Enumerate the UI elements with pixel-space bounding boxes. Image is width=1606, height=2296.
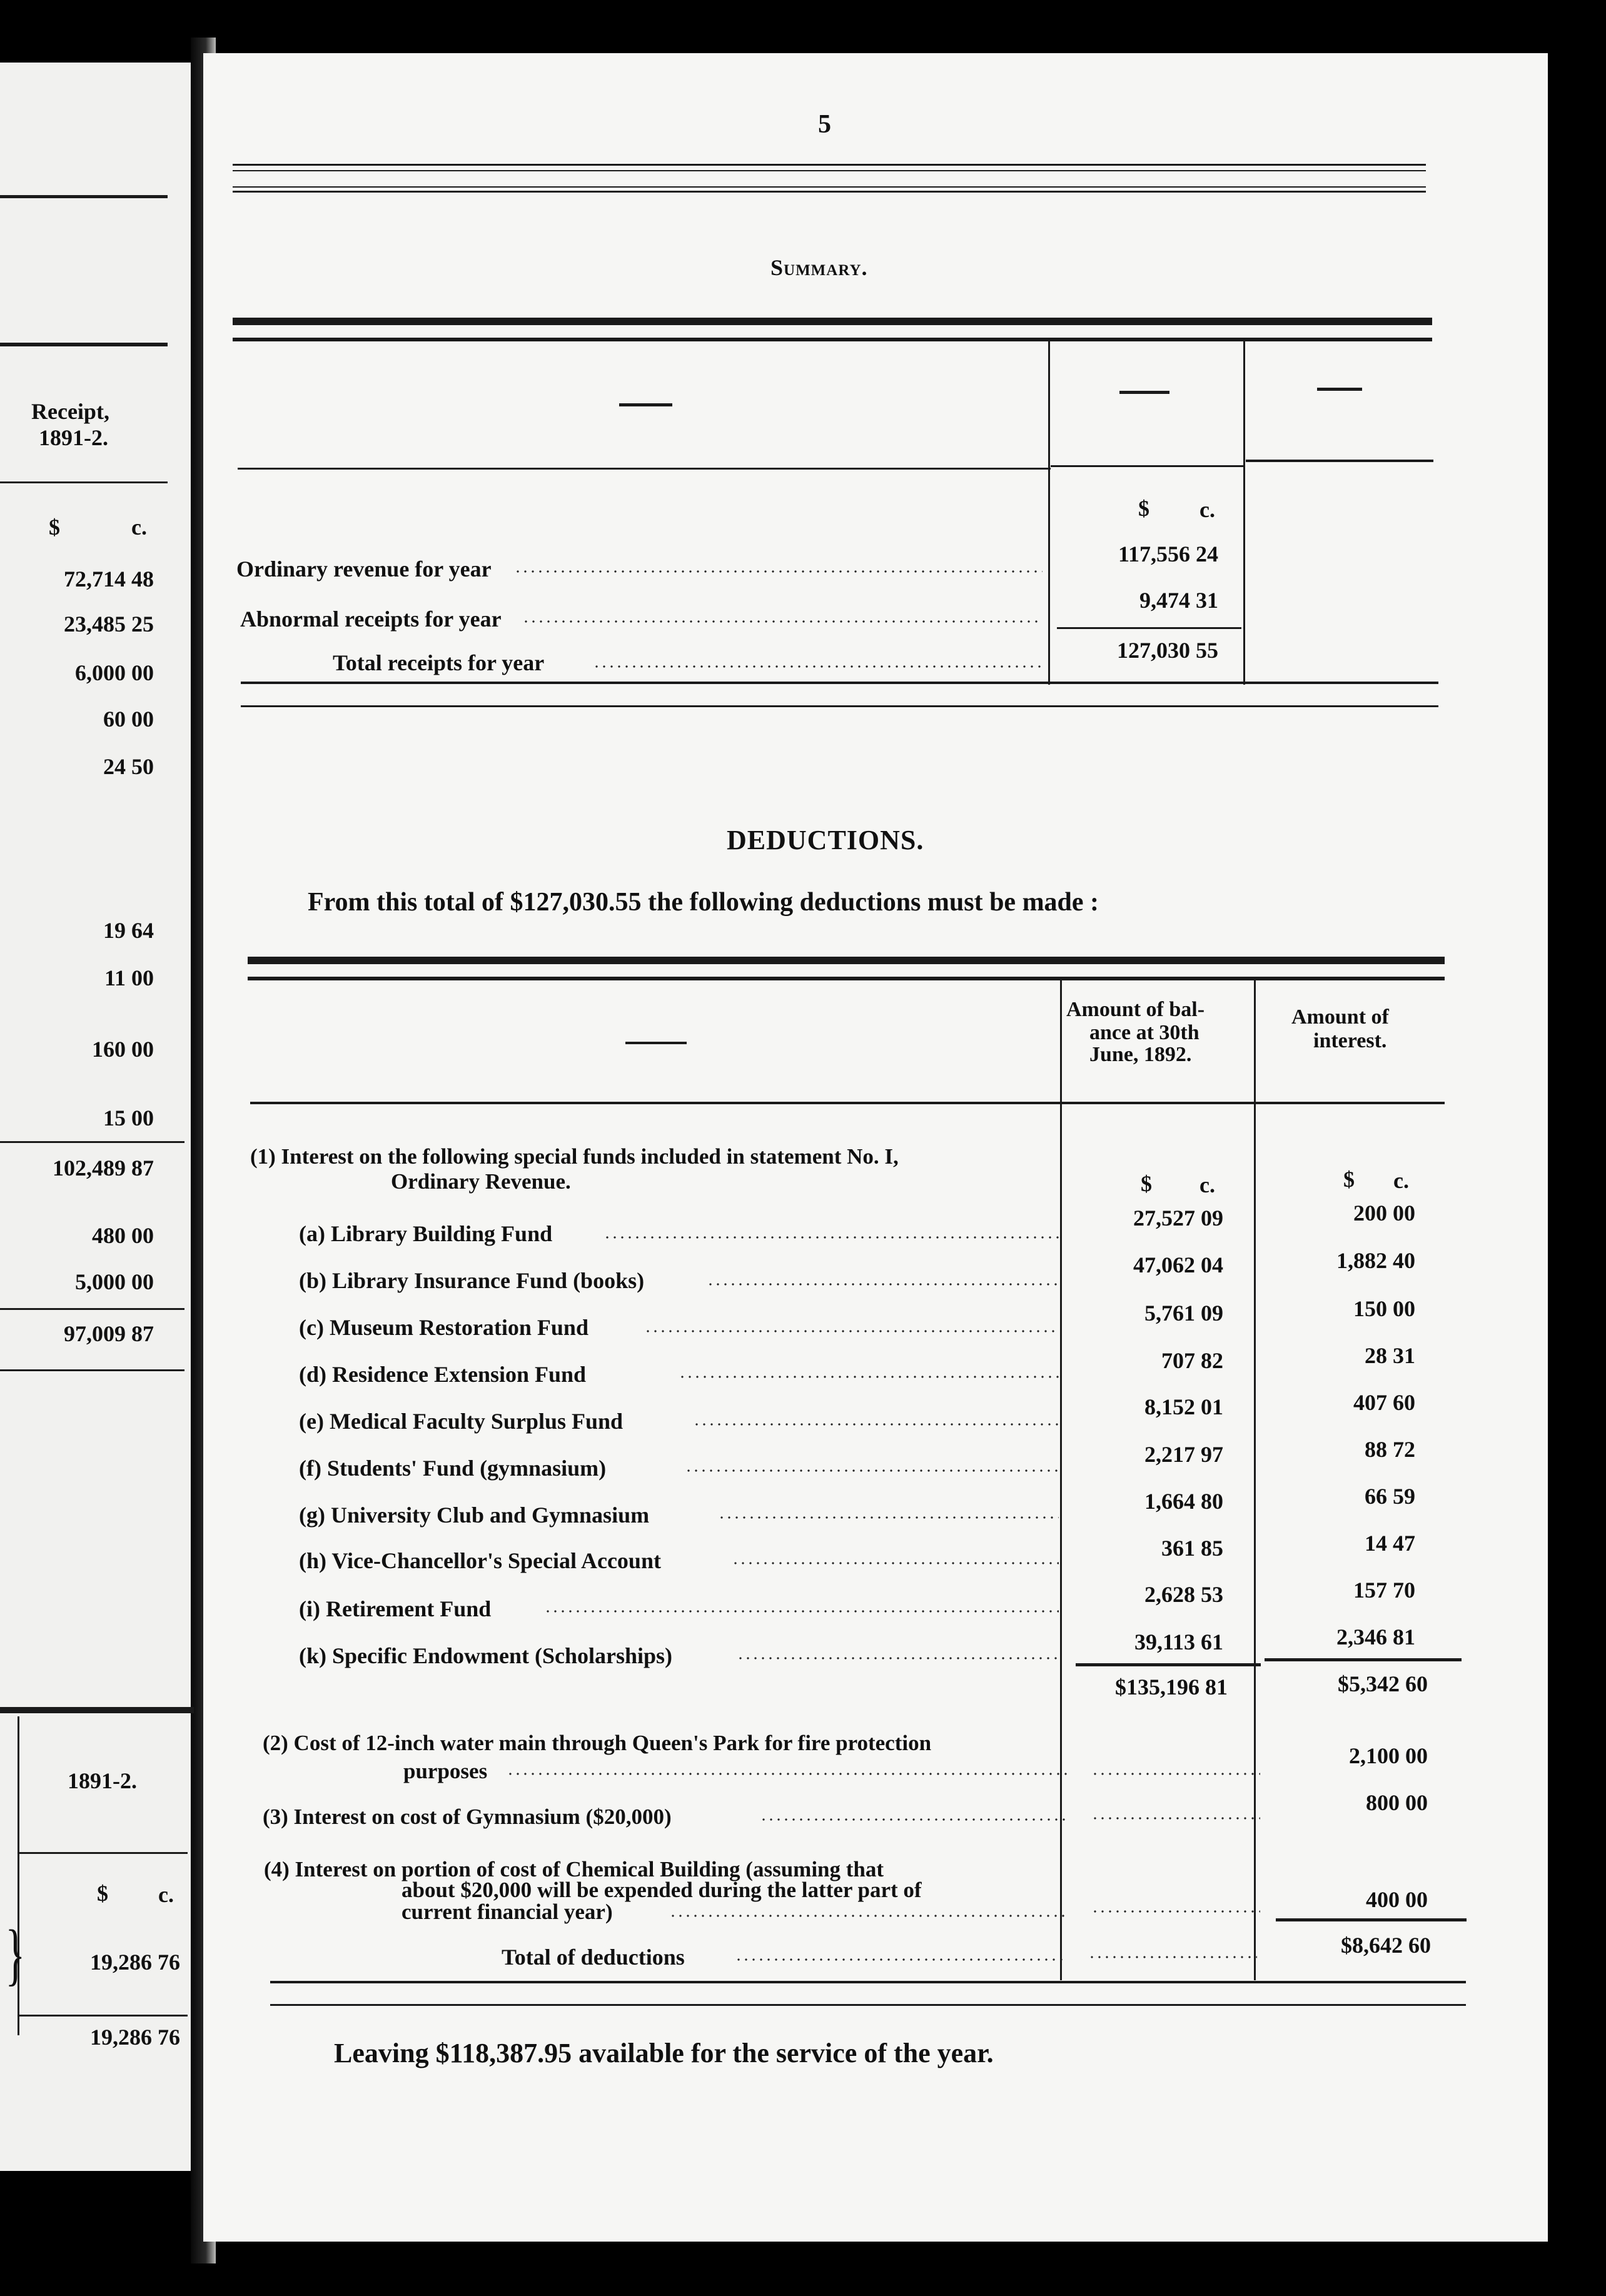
balance-cents: c. — [1199, 1172, 1215, 1197]
leader-dots — [707, 1283, 1059, 1286]
leader-dots — [593, 665, 1044, 668]
funds-total-balance: $135,196 81 — [1115, 1674, 1228, 1699]
left-dollar: $ — [49, 515, 60, 540]
fund-interest: 88 72 — [1365, 1437, 1415, 1462]
fund-label: (k) Specific Endowment (Scholarships) — [299, 1643, 673, 1668]
left-value: 19 64 — [103, 918, 154, 943]
fund-interest: 150 00 — [1353, 1296, 1415, 1321]
item4-line2: about $20,000 will be expended during the latter part of — [402, 1878, 922, 1902]
item4-line3: current financial year) — [402, 1900, 613, 1924]
fund-interest: 28 31 — [1365, 1343, 1415, 1368]
summary-col-dash — [1119, 391, 1169, 394]
col-header-balance-line: ance at 30th — [1089, 1021, 1199, 1044]
item4-line1: (4) Interest on portion of cost of Chemical Building (assuming that — [264, 1857, 884, 1881]
fund-label: (g) University Club and Gymnasium — [299, 1503, 650, 1528]
leader-dots — [522, 620, 1043, 623]
leaving-statement: Leaving $118,387.95 available for the service of the year. — [334, 2038, 994, 2068]
left-value: 480 00 — [92, 1223, 154, 1248]
left-value: 6,000 00 — [75, 660, 154, 685]
fund-balance: 39,113 61 — [1134, 1629, 1223, 1654]
fund-label: (f) Students' Fund (gymnasium) — [299, 1456, 607, 1481]
col-header-balance-line: Amount of bal- — [1066, 998, 1205, 1021]
left-value: 72,714 48 — [64, 566, 154, 592]
deductions-title: DEDUCTIONS. — [727, 825, 924, 855]
leader-dots — [544, 1610, 1059, 1613]
item3-label: (3) Interest on cost of Gymnasium ($20,000) — [263, 1805, 672, 1829]
leader-dots — [1091, 1910, 1260, 1913]
fund-balance: 47,062 04 — [1133, 1252, 1223, 1277]
left-value: 60 00 — [103, 707, 154, 732]
left-lower-value: 19,286 76 — [90, 2025, 180, 2050]
fund-label: (d) Residence Extension Fund — [299, 1362, 587, 1387]
left-value: 102,489 87 — [53, 1156, 154, 1181]
summary-total-label: Total receipts for year — [333, 650, 545, 675]
left-col-header-2: 1891-2. — [39, 425, 108, 450]
leader-dots — [735, 1958, 1066, 1961]
funds-total-interest: $5,342 60 — [1338, 1671, 1428, 1696]
leader-dots — [1088, 1956, 1257, 1958]
fund-interest: 14 47 — [1365, 1531, 1415, 1556]
leader-dots — [604, 1236, 1059, 1239]
fund-label: (c) Museum Restoration Fund — [299, 1315, 588, 1340]
left-lower-value: 19,286 76 — [90, 1950, 180, 1975]
summary-cents: c. — [1199, 497, 1215, 522]
left-value: 15 00 — [103, 1105, 154, 1130]
item1-line2: Ordinary Revenue. — [391, 1169, 571, 1194]
col-header-balance-line: June, 1892. — [1089, 1043, 1192, 1066]
item1-line1: (1) Interest on the following special funds included in statement No. I, — [250, 1144, 899, 1169]
left-value: 23,485 25 — [64, 612, 154, 637]
fund-interest: 200 00 — [1353, 1201, 1415, 1226]
summary-col-dash — [1317, 388, 1362, 391]
summary-row-label: Abnormal receipts for year — [240, 607, 502, 632]
leader-dots — [737, 1657, 1059, 1659]
fund-balance: 707 82 — [1161, 1348, 1223, 1373]
interest-dollar: $ — [1343, 1167, 1355, 1192]
item3-amount: 800 00 — [1366, 1790, 1428, 1815]
leader-dots — [669, 1915, 1069, 1917]
brace-glyph: } — [5, 1916, 26, 1992]
leader-dots — [718, 1516, 1059, 1519]
summary-row-label: Ordinary revenue for year — [236, 556, 492, 582]
left-lower-cents: c. — [158, 1882, 174, 1907]
fund-interest: 1,882 40 — [1336, 1248, 1415, 1273]
summary-col-dash — [619, 403, 672, 406]
leader-dots — [685, 1469, 1059, 1472]
fund-label: (b) Library Insurance Fund (books) — [299, 1268, 645, 1293]
leader-dots — [1091, 1817, 1260, 1820]
fund-balance: 5,761 09 — [1144, 1301, 1223, 1326]
leader-dots — [693, 1423, 1059, 1426]
left-value: 160 00 — [92, 1037, 154, 1062]
total-deductions-label: Total of deductions — [502, 1945, 685, 1970]
deductions-intro: From this total of $127,030.55 the following deductions must be made : — [308, 888, 1099, 917]
fund-balance: 361 85 — [1161, 1536, 1223, 1561]
fund-interest: 407 60 — [1353, 1390, 1415, 1415]
left-value: 97,009 87 — [64, 1321, 154, 1346]
page-number: 5 — [818, 110, 831, 139]
col-header-interest-line: interest. — [1313, 1029, 1387, 1052]
fund-label: (e) Medical Faculty Surplus Fund — [299, 1409, 624, 1434]
fund-label: (a) Library Building Fund — [299, 1221, 553, 1246]
left-lower-dollar: $ — [97, 1881, 108, 1906]
leader-dots — [644, 1330, 1059, 1332]
fund-balance: 1,664 80 — [1144, 1489, 1223, 1514]
left-col-header-1: Receipt, — [31, 399, 109, 424]
summary-dollar: $ — [1138, 496, 1149, 521]
fund-label: (i) Retirement Fund — [299, 1596, 492, 1621]
leader-dots — [1091, 1773, 1260, 1775]
interest-cents: c. — [1393, 1168, 1409, 1193]
left-page — [0, 63, 191, 2171]
summary-row-amount: 117,556 24 — [1118, 541, 1218, 566]
summary-title: Summary. — [770, 255, 868, 280]
leader-dots — [760, 1818, 1069, 1821]
total-deductions-amount: $8,642 60 — [1341, 1933, 1431, 1958]
left-value: 11 00 — [104, 965, 154, 990]
left-value: 5,000 00 — [75, 1269, 154, 1294]
fund-balance: 8,152 01 — [1144, 1394, 1223, 1419]
leader-dots — [507, 1773, 1069, 1775]
fund-balance: 2,628 53 — [1144, 1582, 1223, 1607]
fund-balance: 27,527 09 — [1133, 1206, 1223, 1231]
fund-balance: 2,217 97 — [1144, 1442, 1223, 1467]
fund-interest: 2,346 81 — [1336, 1624, 1415, 1649]
fund-interest: 157 70 — [1353, 1578, 1415, 1603]
balance-dollar: $ — [1141, 1171, 1152, 1196]
left-cents: c. — [131, 515, 147, 540]
item2-amount: 2,100 00 — [1349, 1743, 1428, 1768]
fund-interest: 66 59 — [1365, 1484, 1415, 1509]
leader-dots — [679, 1376, 1059, 1378]
summary-row-amount: 9,474 31 — [1139, 588, 1218, 613]
left-value: 24 50 — [103, 754, 154, 779]
summary-total-amount: 127,030 55 — [1117, 638, 1218, 663]
leader-dots — [732, 1562, 1059, 1564]
fund-label: (h) Vice-Chancellor's Special Account — [299, 1548, 661, 1573]
item2-line2: purposes — [403, 1759, 488, 1783]
item2-line1: (2) Cost of 12-inch water main through Queen's Park for fire protection — [263, 1731, 932, 1755]
left-lower-header: 1891-2. — [68, 1768, 137, 1793]
leader-dots — [514, 570, 1043, 573]
deductions-col-dash — [625, 1042, 687, 1044]
item4-amount: 400 00 — [1366, 1887, 1428, 1912]
col-header-interest-line: Amount of — [1291, 1005, 1389, 1029]
